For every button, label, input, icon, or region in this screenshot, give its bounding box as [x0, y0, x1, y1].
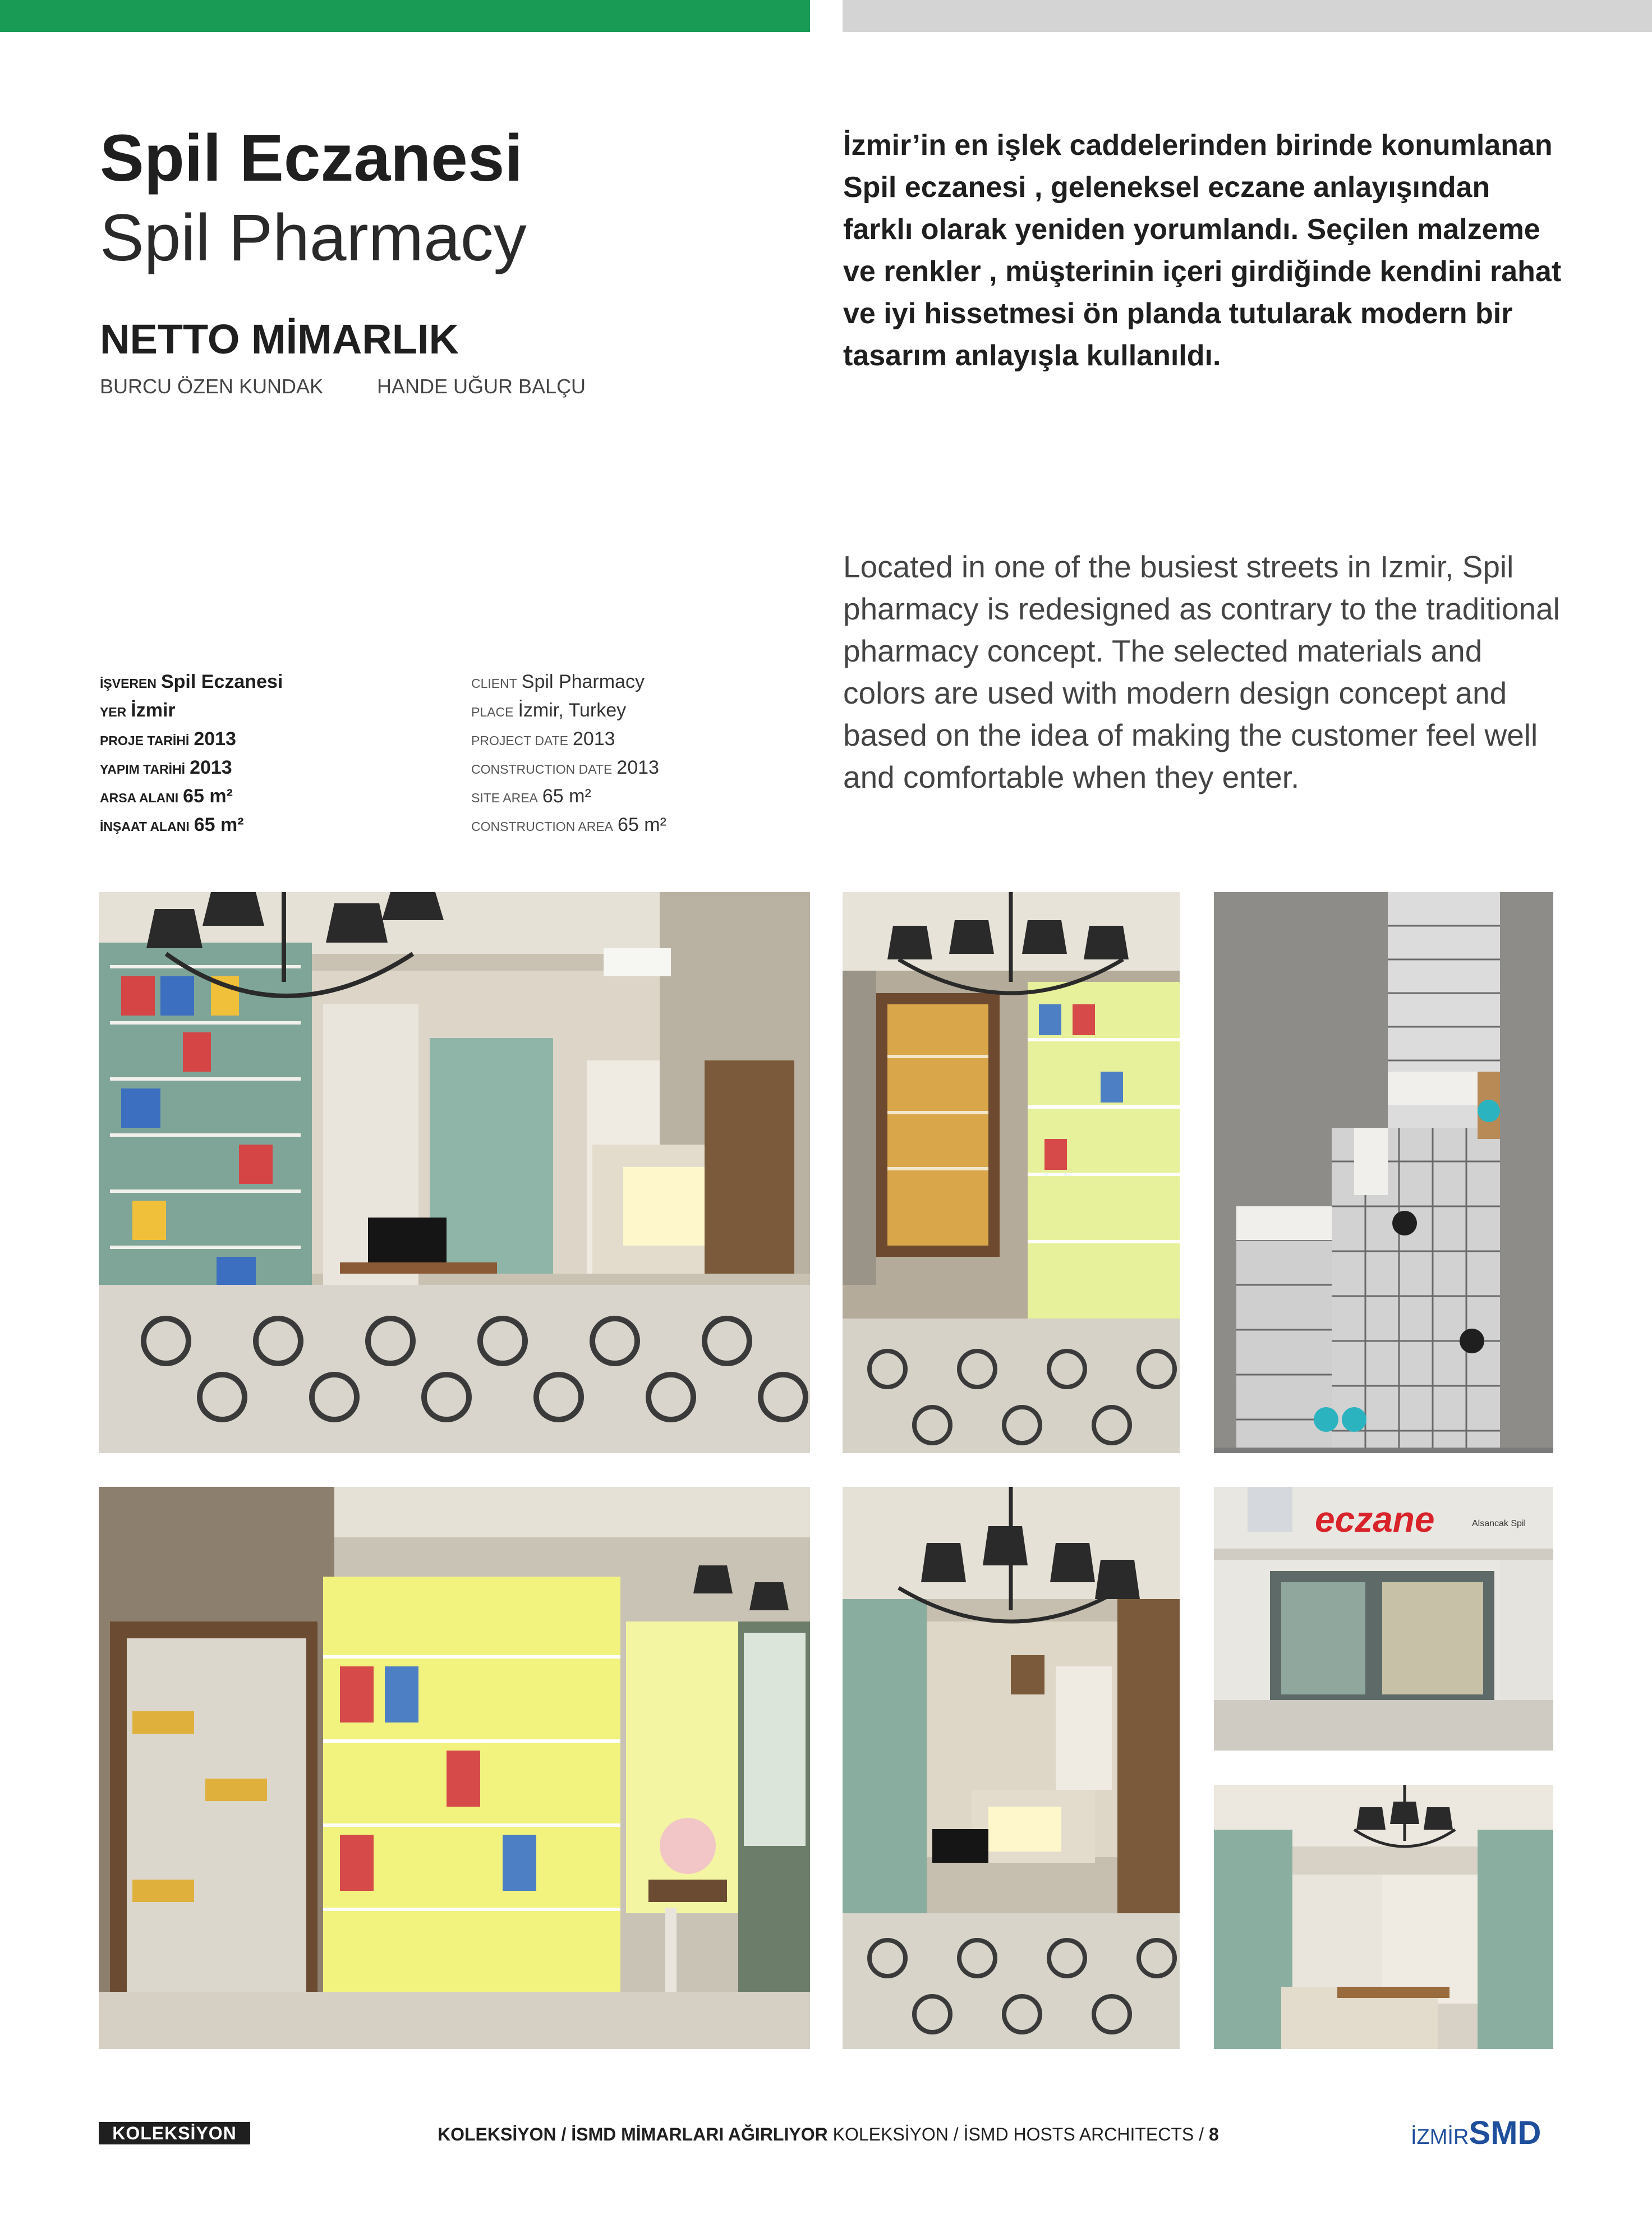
info-row [100, 725, 414, 754]
info-row [471, 696, 785, 725]
info-value: İzmir [131, 700, 176, 721]
info-value: 65 m² [542, 786, 591, 807]
storefront-sign-text: eczane [1315, 1499, 1435, 1540]
info-label: PLACE [471, 705, 514, 719]
info-label: CONSTRUCTION AREA [471, 819, 614, 834]
brand-small: İZMİR [1411, 2125, 1469, 2149]
header-accent-bar-green [0, 0, 810, 32]
info-value: İzmir, Turkey [518, 700, 627, 721]
brand-large: SMD [1469, 2115, 1541, 2151]
info-value: Spil Eczanesi [160, 671, 283, 692]
info-label: CLIENT [471, 676, 517, 691]
footer-series-text [438, 2122, 1219, 2147]
info-value: 2013 [572, 728, 615, 750]
project-info-english [471, 668, 785, 839]
description-turkish: İzmir’in en işlek caddelerinden birinde konumlanan Spil eczanesi , geleneksel eczane anlayışından farklı olarak yeniden yorumlandı. Seçilen malzeme ve renkler , müşterinin içeri girdiğinde kendini rahat ve iyi hissetmesi ön planda tutularak modern bir tasarım anlayışla kullanıldı. [843, 129, 1562, 372]
info-value: 2013 [190, 757, 232, 778]
info-row [100, 782, 414, 811]
photo-counter-view [843, 1487, 1180, 2049]
info-row [100, 811, 414, 839]
info-row [471, 725, 785, 754]
architect-name: BURCU ÖZEN KUNDAK [100, 375, 324, 398]
koleksiyon-logo: KOLEKSİYON [99, 2122, 250, 2144]
info-row [100, 754, 414, 782]
photo-storefront [1214, 1487, 1553, 1751]
info-label: İNŞAAT ALANI [100, 819, 190, 834]
info-row [471, 754, 785, 782]
info-value: 65 m² [194, 814, 244, 835]
info-value: 65 m² [618, 814, 666, 835]
info-label: SITE AREA [471, 791, 538, 805]
info-label: YAPIM TARİHİ [100, 762, 186, 777]
footer-series-en: KOLEKSİYON / İSMD HOSTS ARCHITECTS / [832, 2124, 1204, 2144]
photo-counter-detail [1214, 1785, 1553, 2049]
info-row [100, 668, 414, 696]
info-value: Spil Pharmacy [521, 671, 645, 692]
info-row [471, 668, 785, 696]
project-info-turkish [100, 668, 414, 839]
info-value: 65 m² [183, 786, 233, 807]
info-label: PROJE TARİHİ [100, 733, 190, 748]
photo-interior-shelves [99, 892, 810, 1453]
description-english: Located in one of the busiest streets in Izmir, Spil pharmacy is redesigned as contrary to the traditional pharmacy concept. The selected materials and colors are used with modern design concept and based on the idea of making the customer feel well and comfortable when they enter. [843, 549, 1560, 794]
floor-plan-drawing [1214, 892, 1553, 1453]
photo-backlit-shelves [99, 1487, 810, 2049]
page-number: 8 [1208, 2124, 1219, 2144]
header-accent-bar-grey [843, 0, 1652, 32]
info-row [471, 782, 785, 811]
info-label: PROJECT DATE [471, 733, 568, 748]
izmir-smd-logo [1411, 2114, 1541, 2152]
project-title-turkish: Spil Eczanesi [100, 121, 523, 195]
project-title-english: Spil Pharmacy [100, 201, 527, 275]
firm-name: NETTO MİMARLIK [100, 316, 459, 362]
info-label: ARSA ALANI [100, 791, 179, 805]
info-label: CONSTRUCTION DATE [471, 762, 613, 777]
info-value: 2013 [194, 728, 236, 750]
architect-name: HANDE UĞUR BALÇU [377, 375, 586, 398]
info-value: 2013 [616, 757, 659, 778]
info-row [471, 811, 785, 839]
info-label: YER [100, 705, 127, 719]
info-row [100, 696, 414, 725]
footer-series-tr: KOLEKSİYON / İSMD MİMARLARI AĞIRLIYOR [438, 2124, 828, 2144]
photo-illuminated-shelves [843, 892, 1180, 1453]
info-label: İŞVEREN [100, 676, 157, 691]
storefront-sign-subtext: Alsancak Spil [1472, 1519, 1526, 1528]
